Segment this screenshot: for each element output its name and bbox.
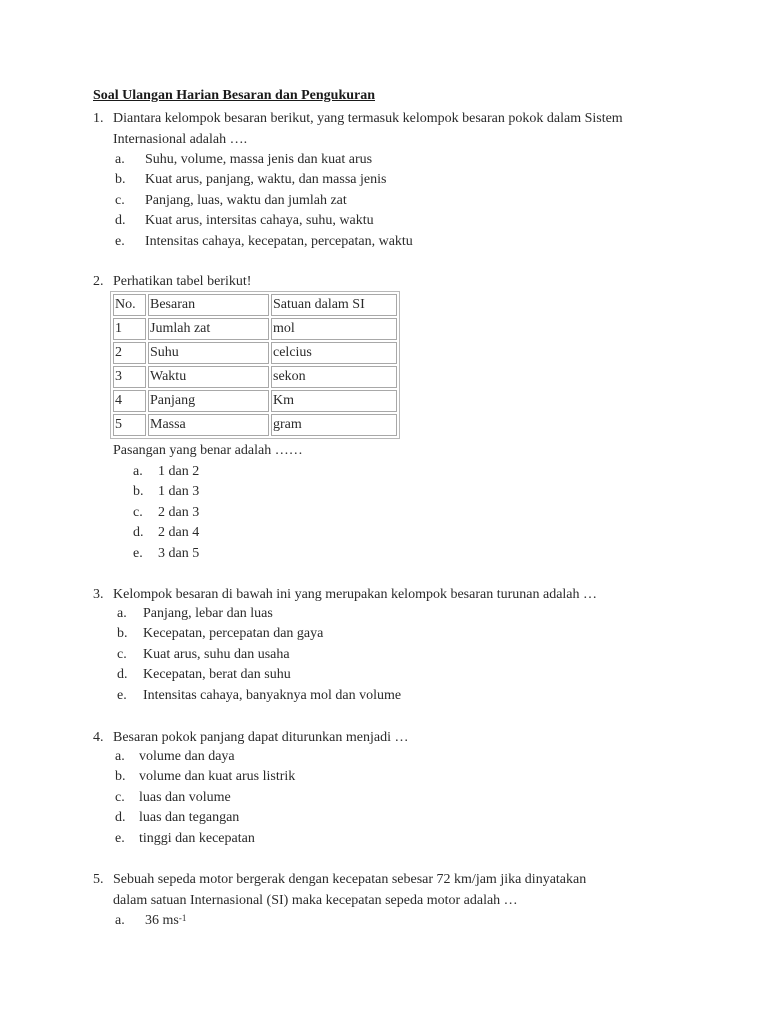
table-row — [113, 342, 397, 364]
question-1 — [93, 109, 693, 150]
option-letter: d. — [115, 810, 126, 826]
option-text: 2 dan 4 — [158, 525, 200, 541]
option-text: volume dan daya — [139, 749, 235, 764]
option-letter: a. — [117, 606, 127, 621]
table-cell: 1 — [113, 318, 146, 340]
option-letter: e. — [117, 687, 127, 703]
table-cell: celcius — [271, 342, 397, 364]
option-text: Intensitas cahaya, kecepatan, percepatan, waktu — [145, 233, 413, 249]
question-4 — [93, 728, 693, 749]
option-text: Panjang, lebar dan luas — [143, 606, 273, 621]
table-cell: Panjang — [148, 390, 269, 412]
table-cell: Jumlah zat — [148, 318, 269, 340]
stem-line: Sebuah sepeda motor bergerak dengan kecepatan sebesar 72 km/jam jika dinyatakan — [113, 872, 587, 887]
option-text: 3 dan 5 — [158, 545, 200, 561]
option-letter: a. — [115, 913, 125, 928]
question-3 — [93, 585, 693, 606]
stem-line: Besaran pokok panjang dapat diturunkan menjadi … — [113, 730, 409, 745]
table-cell: mol — [271, 318, 397, 340]
option-text — [145, 911, 186, 931]
table-header-cell: No. — [113, 294, 146, 316]
table-cell: 4 — [113, 390, 146, 412]
table-followup-text: Pasangan yang benar adalah …… — [113, 443, 303, 458]
table-row — [113, 414, 397, 436]
option-text: tinggi dan kecepatan — [139, 830, 255, 846]
question-number: 1. — [93, 111, 104, 126]
option-letter: d. — [133, 525, 144, 541]
question-number: 3. — [93, 587, 104, 602]
option-letter: c. — [115, 192, 125, 208]
option-text: Intensitas cahaya, banyaknya mol dan volume — [143, 687, 402, 703]
option-text: 1 dan 2 — [158, 464, 200, 479]
option-text: Kuat arus, intersitas cahaya, suhu, waktu — [145, 213, 374, 229]
option-text: Suhu, volume, massa jenis dan kuat arus — [145, 152, 373, 167]
question-number: 2. — [93, 274, 104, 289]
option-text: volume dan kuat arus listrik — [139, 769, 296, 785]
stem-line: Internasional adalah …. — [113, 131, 248, 147]
option-text-main: 36 ms — [145, 913, 179, 928]
option-letter: e. — [115, 830, 125, 846]
option-text: 1 dan 3 — [158, 484, 200, 500]
table-cell: Km — [271, 390, 397, 412]
option-letter: c. — [133, 504, 143, 520]
option-text: Panjang, luas, waktu dan jumlah zat — [145, 192, 347, 208]
option-letter: a. — [133, 464, 143, 479]
question-number: 5. — [93, 872, 104, 887]
table-cell: gram — [271, 414, 397, 436]
question-number: 4. — [93, 730, 104, 745]
table-row — [113, 318, 397, 340]
quantity-table — [110, 291, 400, 439]
option-letter: a. — [115, 152, 125, 167]
question-stem — [113, 728, 693, 749]
table-cell: Suhu — [148, 342, 269, 364]
question-2 — [93, 272, 693, 293]
option-letter: e. — [115, 233, 125, 249]
question-stem — [113, 272, 693, 293]
option-text: 2 dan 3 — [158, 504, 200, 520]
question-stem — [113, 109, 693, 150]
option-letter: b. — [133, 484, 144, 500]
table-cell: 5 — [113, 414, 146, 436]
stem-line: Diantara kelompok besaran berikut, yang termasuk kelompok besaran pokok dalam Sistem — [113, 111, 623, 126]
option-letter: b. — [115, 769, 126, 785]
option-text: Kecepatan, berat dan suhu — [143, 667, 291, 683]
option-letter: b. — [117, 626, 128, 642]
question-stem — [113, 870, 693, 911]
table-cell: 2 — [113, 342, 146, 364]
option-letter: e. — [133, 545, 143, 561]
table-header-cell: Besaran — [148, 294, 269, 316]
option-text: Kecepatan, percepatan dan gaya — [143, 626, 324, 642]
table-cell: Massa — [148, 414, 269, 436]
table-cell: sekon — [271, 366, 397, 388]
option-letter: c. — [117, 646, 127, 662]
table-cell: Waktu — [148, 366, 269, 388]
option-text: Kuat arus, suhu dan usaha — [143, 646, 290, 662]
document-title: Soal Ulangan Harian Besaran dan Pengukuran — [93, 88, 376, 103]
table-row — [113, 390, 397, 412]
table-row — [113, 366, 397, 388]
table-cell: 3 — [113, 366, 146, 388]
option-letter: d. — [115, 213, 126, 229]
option-letter: b. — [115, 172, 126, 188]
stem-line: dalam satuan Internasional (SI) maka kecepatan sepeda motor adalah … — [113, 892, 518, 908]
table-header-row — [113, 294, 397, 316]
stem-line: Perhatikan tabel berikut! — [113, 274, 252, 289]
superscript-exponent: -1 — [178, 913, 187, 923]
option-text: luas dan tegangan — [139, 810, 240, 826]
option-letter: d. — [117, 667, 128, 683]
question-5 — [93, 870, 693, 911]
stem-line: Kelompok besaran di bawah ini yang merupakan kelompok besaran turunan adalah … — [113, 587, 598, 602]
option-text: luas dan volume — [139, 789, 231, 805]
table-header-cell: Satuan dalam SI — [271, 294, 397, 316]
option-text: Kuat arus, panjang, waktu, dan massa jenis — [145, 172, 387, 188]
question-stem — [113, 585, 693, 606]
option-letter: a. — [115, 749, 125, 764]
option-letter: c. — [115, 789, 125, 805]
